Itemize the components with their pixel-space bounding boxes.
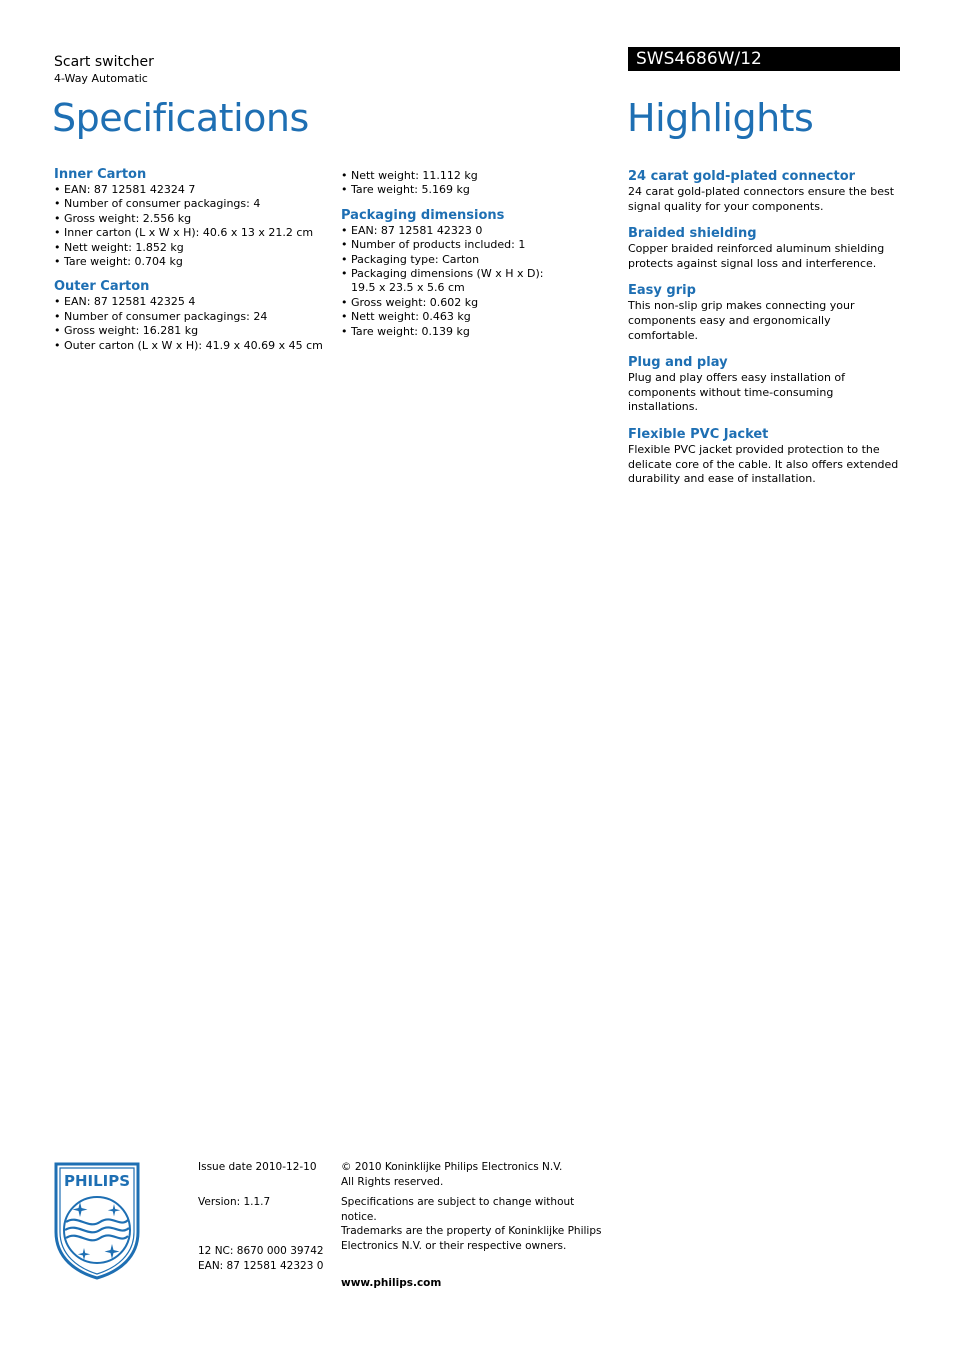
product-subtitle: 4-Way Automatic xyxy=(54,72,148,85)
list-item: • Inner carton (L x W x H): 40.6 x 13 x 21.2 cm xyxy=(54,226,329,240)
list-item: • Number of products included: 1 xyxy=(341,238,551,252)
highlight-heading: Plug and play xyxy=(628,355,728,371)
section-heading-outer-carton: Outer Carton xyxy=(54,279,150,295)
highlights-title: Highlights xyxy=(627,96,814,140)
list-item: • Tare weight: 0.704 kg xyxy=(54,255,329,269)
ean-number: EAN: 87 12581 42323 0 xyxy=(198,1259,324,1272)
disclaimer-line: Electronics N.V. or their respective owners. xyxy=(341,1239,567,1252)
list-item: • Number of consumer packagings: 4 xyxy=(54,197,329,211)
website-link[interactable]: www.philips.com xyxy=(341,1276,442,1289)
list-item: • Nett weight: 0.463 kg xyxy=(341,310,551,324)
copyright: © 2010 Koninklijke Philips Electronics N.V. xyxy=(341,1161,563,1173)
list-item: • Tare weight: 0.139 kg xyxy=(341,325,551,339)
list-item: • Tare weight: 5.169 kg xyxy=(341,183,551,197)
list-item: • Outer carton (L x W x H): 41.9 x 40.69 x 45 cm xyxy=(54,339,329,353)
highlight-text: Flexible PVC jacket provided protection to the delicate core of the cable. It also offers extended durability and ease of installation. xyxy=(628,442,899,486)
specs-column-2 xyxy=(341,169,551,349)
list-item: • EAN: 87 12581 42324 7 xyxy=(54,183,329,197)
issue-date: Issue date 2010-12-10 xyxy=(198,1161,317,1173)
inner-carton-list xyxy=(54,183,329,269)
highlight-heading: Braided shielding xyxy=(628,226,757,242)
highlight-text: This non-slip grip makes connecting your components easy and ergonomically comfortable. xyxy=(628,299,855,342)
specifications-title: Specifications xyxy=(52,96,309,140)
packaging-dimensions-list xyxy=(341,224,551,339)
list-item: • Gross weight: 2.556 kg xyxy=(54,212,329,226)
list-item: • EAN: 87 12581 42323 0 xyxy=(341,224,551,238)
philips-logo xyxy=(54,1162,140,1280)
outer-carton-list xyxy=(54,295,329,353)
model-number-bar: SWS4686W/12 xyxy=(628,47,900,71)
highlights-column xyxy=(628,169,903,499)
section-heading-packaging-dimensions: Packaging dimensions xyxy=(341,207,505,223)
list-item: • Nett weight: 11.112 kg xyxy=(341,169,551,183)
nc-number: 12 NC: 8670 000 39742 xyxy=(198,1245,324,1258)
highlight-heading: 24 carat gold-plated connector xyxy=(628,169,856,184)
product-name: Scart switcher xyxy=(54,54,154,70)
highlight-text: Copper braided reinforced aluminum shielding protects against signal loss and interference. xyxy=(628,242,885,270)
list-item: • Packaging dimensions (W x H x D): 19.5 x 23.5 x 5.6 cm xyxy=(341,267,551,296)
disclaimer-line: Trademarks are the property of Koninklijke Philips xyxy=(341,1225,602,1238)
footer-legal xyxy=(341,1160,611,1290)
outer-carton-continued-list xyxy=(341,169,551,198)
specs-column-1 xyxy=(54,167,329,363)
highlight-heading: Flexible PVC Jacket xyxy=(628,426,769,442)
list-item: • Packaging type: Carton xyxy=(341,253,551,267)
list-item: • EAN: 87 12581 42325 4 xyxy=(54,295,329,309)
version: Version: 1.1.7 xyxy=(198,1195,271,1208)
list-item: • Gross weight: 0.602 kg xyxy=(341,296,551,310)
footer-issue-info xyxy=(198,1160,328,1273)
highlight-heading: Easy grip xyxy=(628,283,696,299)
list-item: • Gross weight: 16.281 kg xyxy=(54,324,329,338)
philips-shield-icon xyxy=(54,1162,140,1280)
highlight-text: Plug and play offers easy installation of components without time-consuming installations. xyxy=(628,371,846,414)
svg-text:PHILIPS: PHILIPS xyxy=(63,1172,131,1190)
list-item: • Nett weight: 1.852 kg xyxy=(54,241,329,255)
list-item: • Number of consumer packagings: 24 xyxy=(54,310,329,324)
disclaimer-line: Specifications are subject to change without notice. xyxy=(341,1196,575,1223)
section-heading-inner-carton: Inner Carton xyxy=(54,167,147,182)
rights: All Rights reserved. xyxy=(341,1175,444,1188)
highlight-text: 24 carat gold-plated connectors ensure the best signal quality for your components. xyxy=(628,185,895,213)
